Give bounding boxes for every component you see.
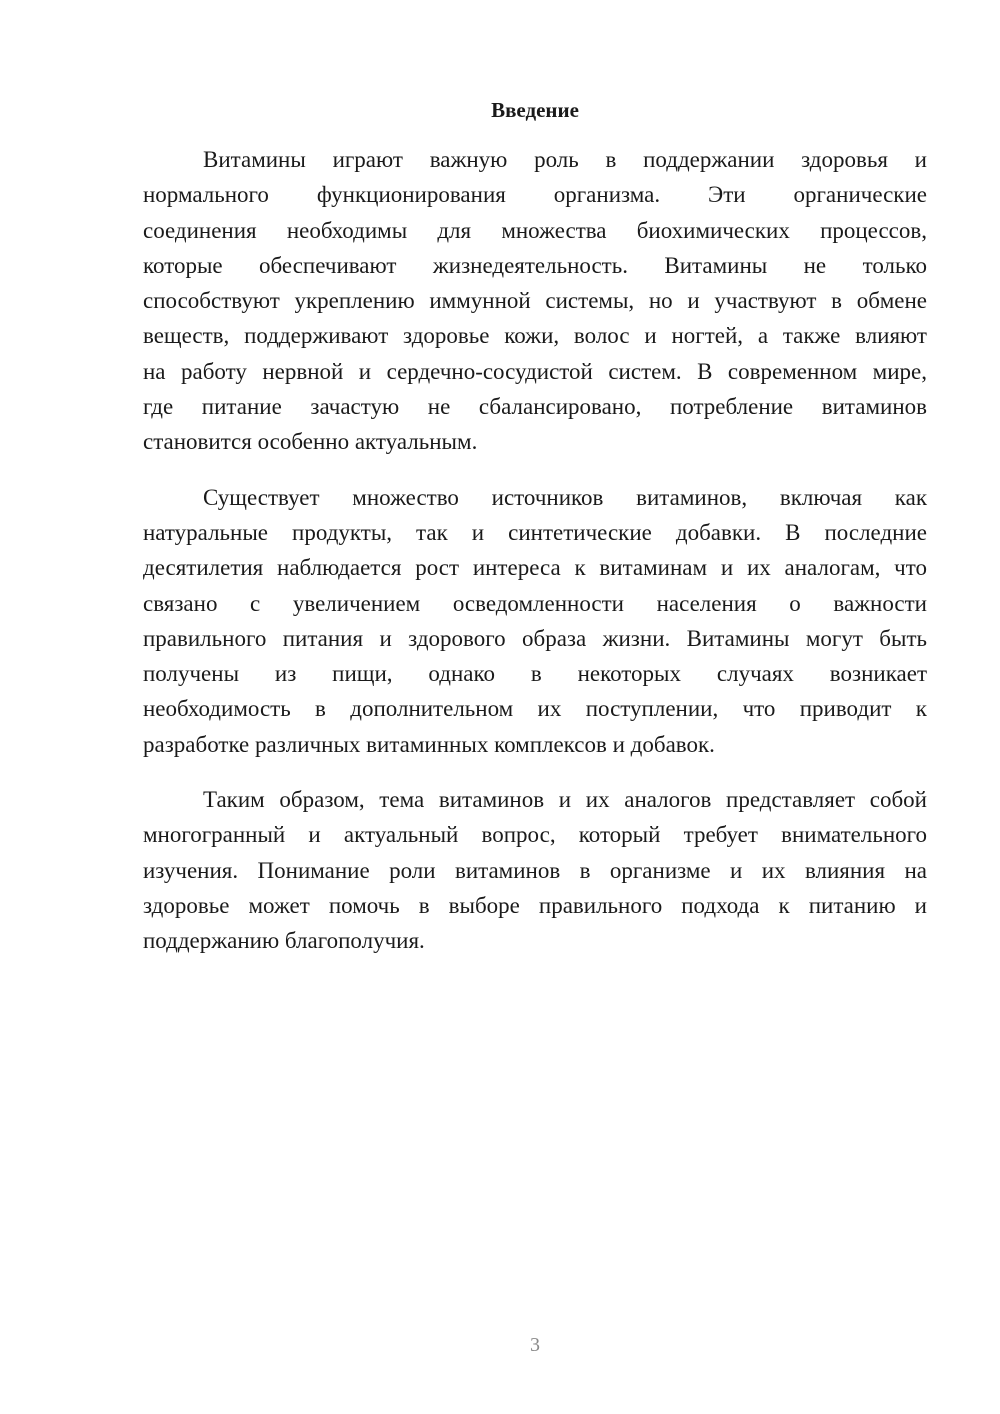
text-line: здоровье может помочь в выборе правильного подхода к питанию и — [143, 892, 927, 918]
text-line: нормального функционирования организма. Эти органические — [143, 182, 927, 208]
text-line: соединения необходимы для множества биохимических процессов, — [143, 217, 927, 243]
text-line: связано с увеличением осведомленности населения о важности — [143, 590, 927, 616]
text-line: где питание зачастую не сбалансировано, потребление витаминов — [143, 394, 927, 420]
text-line: которые обеспечивают жизнедеятельность. Витамины не только — [143, 252, 927, 278]
text-line: многогранный и актуальный вопрос, который требует внимательного — [143, 822, 927, 848]
text-line: поддержанию благополучия. — [143, 928, 425, 954]
text-line: разработке различных витаминных комплексов и добавок. — [143, 731, 715, 757]
text-line: получены из пищи, однако в некоторых случаях возникает — [143, 661, 927, 687]
text-line: правильного питания и здорового образа жизни. Витамины могут быть — [143, 625, 927, 651]
paragraph — [143, 480, 927, 762]
text-line: десятилетия наблюдается рост интереса к витаминам и их аналогам, что — [143, 555, 927, 581]
document-body — [143, 142, 927, 979]
text-line: Витамины играют важную роль в поддержании здоровья и — [203, 147, 927, 172]
paragraph — [143, 782, 927, 958]
page-number: 3 — [530, 1334, 540, 1356]
text-line: способствуют укреплению иммунной системы, но и участвуют в обмене — [143, 288, 927, 314]
text-line: на работу нервной и сердечно-сосудистой систем. В современном мире, — [143, 358, 927, 384]
text-line: натуральные продукты, так и синтетические добавки. В последние — [143, 519, 927, 545]
text-line: изучения. Понимание роли витаминов в организме и их влияния на — [143, 857, 927, 883]
text-line: Существует множество источников витаминов, включая как — [203, 484, 927, 510]
text-line: веществ, поддерживают здоровье кожи, волос и ногтей, а также влияют — [143, 323, 927, 349]
text-line: становится особенно актуальным. — [143, 429, 478, 455]
paragraph — [143, 142, 927, 460]
text-line: необходимость в дополнительном их поступлении, что приводит к — [143, 696, 927, 722]
section-title: Введение — [491, 98, 579, 122]
text-line: Таким образом, тема витаминов и их аналогов представляет собой — [203, 787, 927, 813]
